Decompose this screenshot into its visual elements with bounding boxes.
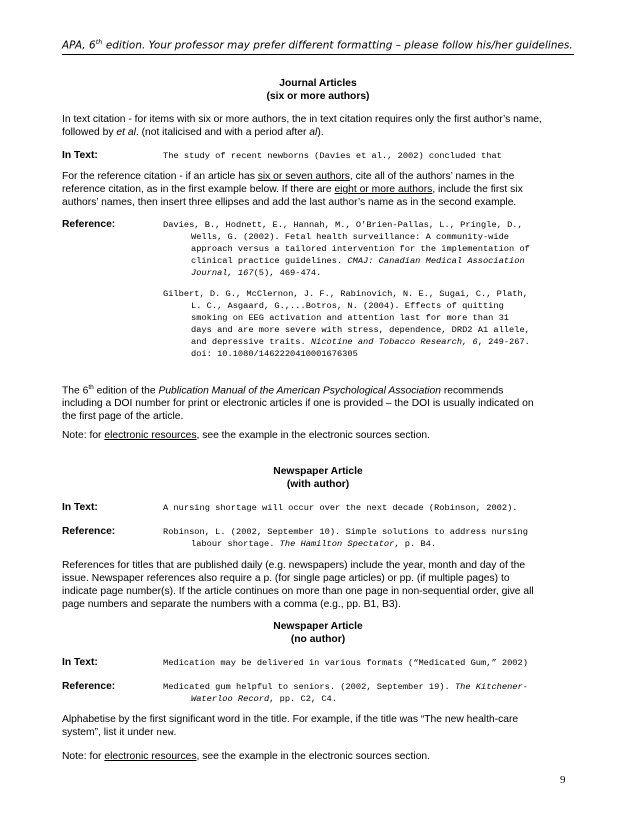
reference-label: Reference:: [62, 526, 116, 537]
note-electronic-resources-2: Note: for electronic resources, see the example in the electronic sources section.: [62, 751, 431, 762]
page-number: 9: [560, 774, 566, 786]
electronic-resources-link[interactable]: electronic resources: [104, 430, 197, 441]
reference-entry-gilbert: Gilbert, D. G., McClernon, J. F., Rabinovich, N. E., Sugai, C., Plath, L. C., Asgaard, G.,...Botros, N. (2004). Effects of quitting smoking on EEG activation and attention last for more than 31 days and are more severe with stress, dependence, DRD2 A1 allele, and depressive traits. Nicotine and Tobacco Research, 6, 249-267. doi: 10.1080/1462220410001676305: [163, 289, 530, 359]
reference-entry-robinson: Robinson, L. (2002, September 10). Simple solutions to address nursing labour shortage. The Hamilton Spectator, p. B4.: [163, 527, 528, 549]
reference-citation-paragraph: For the reference citation - if an article has six or seven authors, cite all of the authors’ names in the reference citation, as in the first example below. If there are eight or more authors, include the first six authors’ names, then insert three ellipses and add the last author’s name as in the second example.: [62, 171, 523, 208]
header-rule: [62, 54, 574, 55]
in-text-example: The study of recent newborns (Davies et al., 2002) concluded that: [163, 151, 502, 161]
note-electronic-resources-1: Note: for electronic resources, see the example in the electronic sources section.: [62, 430, 431, 441]
reference-entry-medicated-gum: Medicated gum helpful to seniors. (2002, September 19). The Kitchener- Waterloo Record, pp. C2, C4.: [163, 682, 528, 704]
running-header: APA, 6th edition. Your professor may prefer different formatting – please follow his/her guidelines.: [62, 38, 573, 52]
in-text-example: A nursing shortage will occur over the next decade (Robinson, 2002).: [163, 503, 518, 513]
in-text-label: In Text:: [62, 657, 98, 668]
in-text-label: In Text:: [62, 502, 98, 513]
reference-label: Reference:: [62, 681, 116, 692]
reference-label: Reference:: [62, 219, 116, 230]
newspaper-daily-paragraph: References for titles that are published daily (e.g. newspapers) include the year, month and day of the issue. Newspaper references also require a p. (for single page articles) or pp. (if multiple pages) to indicate page number(s). If the article continues on more than one page in non-sequential order, give all page numbers and separate the numbers with a comma (e.g., pp. B1, B3).: [62, 560, 534, 610]
electronic-resources-link[interactable]: electronic resources: [104, 751, 197, 762]
journal-intro-paragraph: In text citation - for items with six or more authors, the in text citation requires only the first author’s name, followed by et al. (not italicised and with a period after al).: [62, 114, 542, 138]
in-text-label: In Text:: [62, 150, 98, 161]
doi-paragraph: The 6th edition of the Publication Manual of the American Psychological Association recommends including a DOI number for print or electronic articles if one is provided – the DOI is usually indicated on the first page of the article.: [62, 384, 534, 423]
section-heading-journal-articles: Journal Articles (six or more authors): [266, 78, 370, 102]
reference-entry-davies: Davies, B., Hodnett, E., Hannah, M., O'Brien-Pallas, L., Pringle, D., Wells, G. (2002). Fetal health surveillance: A community-wide approach versus a tailored intervention for the implementation of clinical practice guidelines. CMAJ: Canadian Medical Association Journal, 167(5), 469-474.: [163, 220, 530, 278]
section-heading-newspaper-with-author: Newspaper Article (with author): [273, 466, 363, 490]
in-text-example: Medication may be delivered in various formats (“Medicated Gum,” 2002): [163, 658, 528, 668]
section-heading-newspaper-no-author: Newspaper Article (no author): [273, 621, 363, 645]
alphabetise-paragraph: Alphabetise by the first significant word in the title. For example, if the title was “The new health-care system”, list it under new.: [62, 714, 519, 738]
